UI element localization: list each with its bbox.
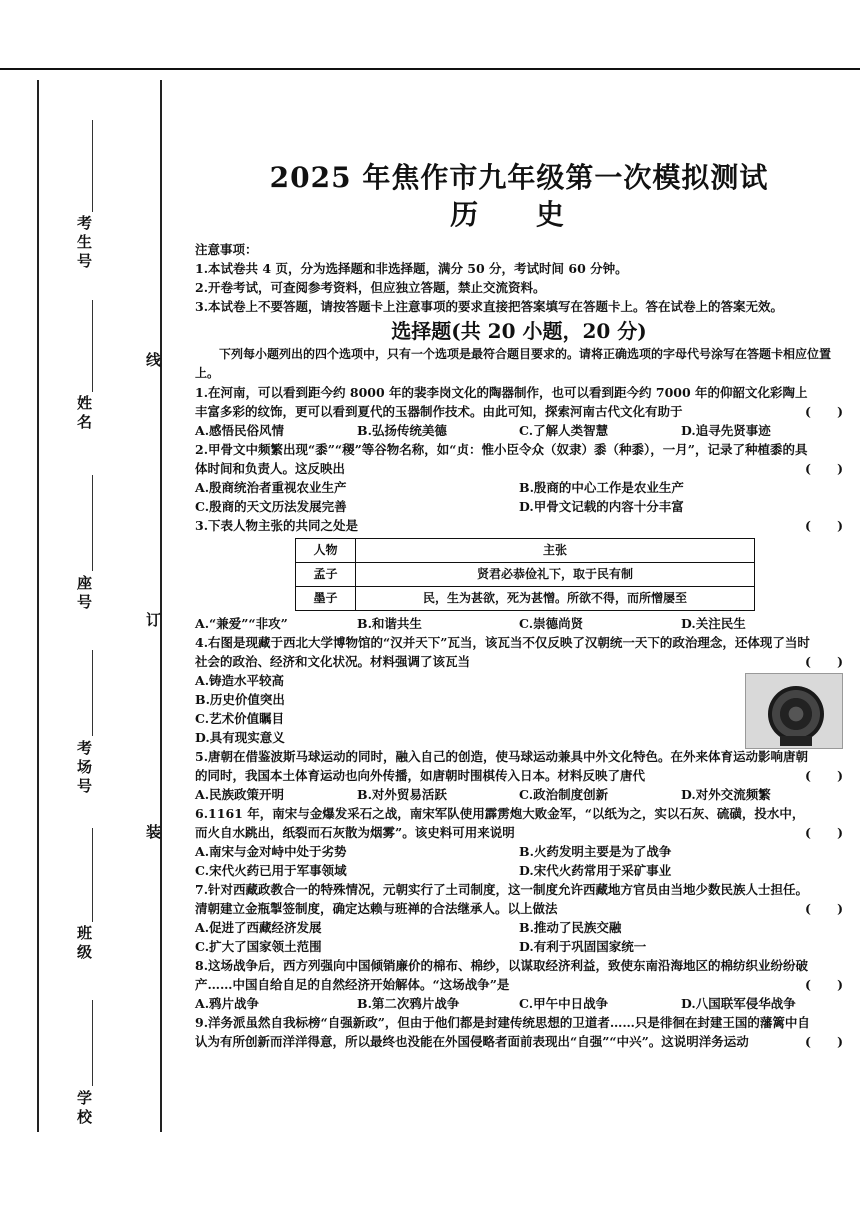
answer-bracket: ( ) xyxy=(805,461,843,476)
question-text: 4.右图是现藏于西北大学博物馆的“汉并天下”瓦当，该瓦当不仅反映了汉朝统一天下的政治理念，还体现了当时社会的政治、经济和文化状况。材料强调了该瓦当 xyxy=(195,635,810,669)
question-8-stem xyxy=(195,956,843,994)
section-instruction: 下列每小题列出的四个选项中，只有一个选项是最符合题目要求的。请将正确选项的字母代号涂写在答题卡相应位置上。 xyxy=(195,347,832,380)
table-header-row xyxy=(296,539,755,563)
name-line xyxy=(92,300,93,392)
table-row xyxy=(296,587,755,611)
answer-bracket: ( ) xyxy=(805,825,843,840)
question-3-table xyxy=(295,538,755,611)
option-d: D.有利于巩固国家统一 xyxy=(519,939,647,954)
option-a: A.“兼爱”“非攻” xyxy=(195,616,288,631)
question-3-stem xyxy=(195,516,843,535)
notice-item: 2.开卷考试，可查阅参考资料，但应独立答题，禁止交流资料。 xyxy=(195,280,546,295)
candidate-no-line xyxy=(92,120,93,212)
option-d: D.对外交流频繁 xyxy=(681,787,771,802)
option-a: A.感悟民俗风情 xyxy=(195,423,285,438)
option-a: A.铸造水平较高 xyxy=(195,673,285,688)
answer-bracket: ( ) xyxy=(805,901,843,916)
option-d: D.八国联军侵华战争 xyxy=(681,996,796,1011)
bind-bind-mark: 装 xyxy=(144,824,162,839)
answer-bracket: ( ) xyxy=(805,654,843,669)
answer-bracket: ( ) xyxy=(805,404,843,419)
option-b: B.和谐共生 xyxy=(357,616,422,631)
table-header-cell: 人物 xyxy=(296,539,356,563)
option-b: B.弘扬传统美德 xyxy=(357,423,447,438)
option-a: A.南宋与金对峙中处于劣势 xyxy=(195,844,347,859)
option-d: D.具有现实意义 xyxy=(195,730,285,745)
table-cell: 墨子 xyxy=(296,587,356,611)
table-cell: 民，生为甚欲，死为甚憎。所欲不得，而所憎屡至 xyxy=(356,587,755,611)
option-c: C.宋代火药已用于军事领域 xyxy=(195,863,347,878)
exam-room-label: 考场号 xyxy=(75,740,93,797)
question-7-options xyxy=(195,918,843,956)
option-d: D.关注民生 xyxy=(681,616,746,631)
option-c: C.政治制度创新 xyxy=(519,787,609,802)
seat-no-label: 座号 xyxy=(75,575,93,613)
question-text: 5.唐朝在借鉴波斯马球运动的同时，融入自己的创造，使马球运动兼具中外文化特色。在外来体育运动影响唐朝的同时，我国本土体育运动也向外传播，如唐朝时围棋传入日本。材料反映了唐代 xyxy=(195,749,809,783)
question-text: 3.下表人物主张的共同之处是 xyxy=(195,518,359,533)
option-a: A.鸦片战争 xyxy=(195,996,260,1011)
table-cell: 孟子 xyxy=(296,563,356,587)
seat-no-line xyxy=(92,475,93,571)
question-4-stem xyxy=(195,633,843,671)
answer-bracket: ( ) xyxy=(805,768,843,783)
option-d: D.追寻先贤事迹 xyxy=(681,423,771,438)
class-label: 班级 xyxy=(75,925,93,963)
option-c: C.殷商的天文历法发展完善 xyxy=(195,499,347,514)
question-9-stem xyxy=(195,1013,843,1051)
answer-bracket: ( ) xyxy=(805,977,843,992)
roof-tile-disc xyxy=(768,686,824,742)
option-b: B.第二次鸦片战争 xyxy=(357,996,460,1011)
question-text: 6.1161 年，南宋与金爆发采石之战，南宋军队使用霹雳炮大败金军，“以纸为之，实以石灰、硫磺，投水中，而火自水跳出，纸裂而石灰散为烟雾”。该史料可用来说明 xyxy=(195,806,805,840)
option-b: B.推动了民族交融 xyxy=(519,920,622,935)
question-text: 8.这场战争后，西方列强向中国倾销廉价的棉布、棉纱，以谋取经济利益，致使东南沿海地区的棉纺织业纷纷破产……中国自给自足的自然经济开始解体。“这场战争”是 xyxy=(195,958,809,992)
exam-room-line xyxy=(92,650,93,736)
question-text: 2.甲骨文中频繁出现“黍”“稷”等谷物名称，如“贞：惟小臣令众（奴隶）黍（种黍），一月”，记录了种植黍的具体时间和负责人。这反映出 xyxy=(195,442,808,476)
school-line xyxy=(92,1000,93,1086)
option-a: A.促进了西藏经济发展 xyxy=(195,920,322,935)
question-text: 9.洋务派虽然自我标榜“自强新政”，但由于他们都是封建传统思想的卫道者……只是徘徊在封建王国的藩篱中自认为有所创新而洋洋得意，所以最终也没能在外国侵略者面前表现出“自强”“中兴”。这说明洋务运动 xyxy=(195,1015,810,1049)
notice-item: 1.本试卷共 4 页，分为选择题和非选择题，满分 50 分，考试时间 60 分钟。 xyxy=(195,261,628,276)
roof-tile-stand xyxy=(780,736,812,746)
exam-content xyxy=(195,160,843,1051)
question-8-options xyxy=(195,994,843,1013)
candidate-no-label: 考生号 xyxy=(75,215,93,272)
option-c: C.甲午中日战争 xyxy=(519,996,609,1011)
table-header-cell: 主张 xyxy=(356,539,755,563)
question-3-options xyxy=(195,614,843,633)
question-6-options xyxy=(195,842,843,880)
option-d: D.甲骨文记载的内容十分丰富 xyxy=(519,499,684,514)
option-c: C.扩大了国家领土范围 xyxy=(195,939,322,954)
class-line xyxy=(92,828,93,922)
top-rule xyxy=(0,68,860,70)
answer-bracket: ( ) xyxy=(805,1034,843,1049)
option-a: A.殷商统治者重视农业生产 xyxy=(195,480,347,495)
question-5-stem xyxy=(195,747,843,785)
name-label: 姓名 xyxy=(75,395,93,433)
bind-line-mark: 线 xyxy=(144,352,162,367)
option-b: B.历史价值突出 xyxy=(195,692,285,707)
margin-border-left xyxy=(37,80,39,1132)
option-b: B.殷商的中心工作是农业生产 xyxy=(519,480,684,495)
question-1-options xyxy=(195,421,843,440)
bind-order-mark: 订 xyxy=(144,612,162,627)
section-title: 选择题(共 20 小题，20 分) xyxy=(391,319,647,343)
school-label: 学校 xyxy=(75,1090,93,1128)
question-7-stem xyxy=(195,880,843,918)
notice-item: 3.本试卷上不要答题，请按答题卡上注意事项的要求直接把答案填写在答题卡上。答在试卷上的答案无效。 xyxy=(195,299,784,314)
roof-tile-photo xyxy=(745,673,843,749)
question-text: 7.针对西藏政教合一的特殊情况，元朝实行了土司制度，这一制度允许西藏地方官员由当地少数民族人士担任。清朝建立金瓶掣签制度，确定达赖与班禅的合法继承人。以上做法 xyxy=(195,882,809,916)
option-c: C.崇德尚贤 xyxy=(519,616,584,631)
margin-border-right xyxy=(160,80,162,1132)
question-2-options xyxy=(195,478,843,516)
question-4-options-block xyxy=(195,671,843,747)
question-1-stem xyxy=(195,383,843,421)
option-c: C.艺术价值瞩目 xyxy=(195,711,285,726)
notice-heading: 注意事项： xyxy=(195,242,258,257)
question-2-stem xyxy=(195,440,843,478)
question-text: 1.在河南，可以看到距今约 8000 年的裴李岗文化的陶器制作，也可以看到距今约 7000 年的仰韶文化彩陶上丰富多彩的纹饰，更可以看到夏代的玉器制作技术。由此可知，探索河南古代文化有助于 xyxy=(195,385,808,419)
exam-title: 2025 年焦作市九年级第一次模拟测试 xyxy=(269,161,769,194)
option-c: C.了解人类智慧 xyxy=(519,423,609,438)
table-row xyxy=(296,563,755,587)
option-b: B.对外贸易活跃 xyxy=(357,787,447,802)
question-5-options xyxy=(195,785,843,804)
answer-bracket: ( ) xyxy=(805,518,843,533)
exam-subject: 历 史 xyxy=(450,198,588,231)
question-6-stem xyxy=(195,804,843,842)
option-a: A.民族政策开明 xyxy=(195,787,285,802)
option-b: B.火药发明主要是为了战争 xyxy=(519,844,672,859)
table-cell: 贤君必恭俭礼下，取于民有制 xyxy=(356,563,755,587)
option-d: D.宋代火药常用于采矿事业 xyxy=(519,863,672,878)
